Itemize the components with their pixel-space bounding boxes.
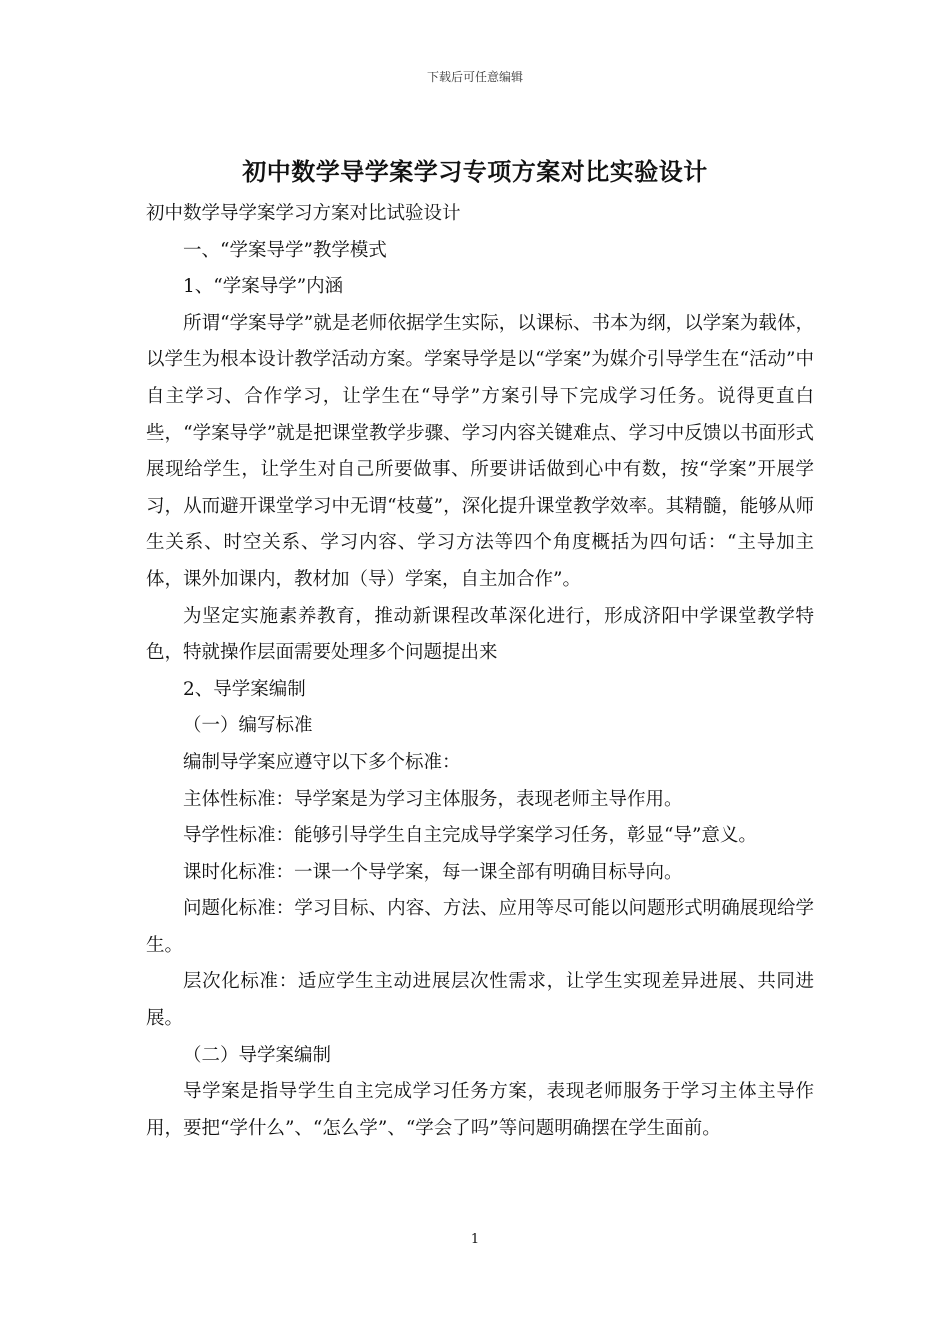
page-number: 1 — [470, 1232, 480, 1247]
document-title: 初中数学导学案学习专项方案对比实验设计 — [242, 157, 708, 186]
standard-item: 课时化标准：一课一个导学案，每一课全部有明确目标导向。 — [183, 861, 683, 883]
subsection-heading-1-2: 2、导学案编制 — [183, 678, 306, 700]
section-heading-1: 一、“学案导学”教学模式 — [183, 239, 387, 261]
subtitle-line: 初中数学导学案学习方案对比试验设计 — [146, 203, 461, 224]
sub-heading-compilation: （二）导学案编制 — [183, 1044, 332, 1066]
paragraph-standards-intro: 编制导学案应遵守以下多个标准： — [183, 751, 461, 773]
sub-heading-standards: （一）编写标准 — [183, 715, 313, 737]
subsection-heading-1-1: 1、“学案导学”内涵 — [183, 276, 344, 298]
paragraph-definition: 所谓“学案导学”就是老师依据学生实际，以课标、书本为纲，以学案为载体，以学生为根本设计教学活动方案。学案导学是以“学案”为媒介引导学生在“活动”中自主学习、合作学习，让学生在“导学”方案引导下完成学习任务。说得更直白些，“学案导学”就是把课堂教学步骤、学习内容关键难点、学习中反馈以书面形式展现给学生，让学生对自己所要做事、所要讲话做到心中有数，按“学案”开展学习，从而避开课堂学习中无谓“枝蔓”，深化提升课堂教学效率。其精髓，能够从师生关系、时空关系、学习内容、学习方法等四个角度概括为四句话：“主导加主体，课外加课内，教材加（导）学案，自主加合作”。 — [146, 312, 814, 590]
paragraph-purpose: 为坚定实施素养教育，推动新课程改革深化进行，形成济阳中学课堂教学特色，特就操作层面需要处理多个问题提出来 — [146, 605, 814, 664]
document-body — [146, 196, 814, 1147]
page-header: 下载后可任意编辑 — [426, 70, 523, 84]
standard-item: 导学性标准：能够引导学生自主完成导学案学习任务，彰显“导”意义。 — [183, 825, 757, 847]
standard-item: 主体性标准：导学案是为学习主体服务，表现老师主导作用。 — [183, 788, 683, 810]
standard-item: 问题化标准：学习目标、内容、方法、应用等尽可能以问题形式明确展现给学生。 — [146, 898, 814, 956]
paragraph-compilation: 导学案是指导学生自主完成学习任务方案，表现老师服务于学习主体主导作用，要把“学什么”、“怎么学”、“学会了吗”等问题明确摆在学生面前。 — [146, 1081, 814, 1139]
standard-item: 层次化标准：适应学生主动进展层次性需求，让学生实现差异进展、共同进展。 — [146, 971, 814, 1030]
